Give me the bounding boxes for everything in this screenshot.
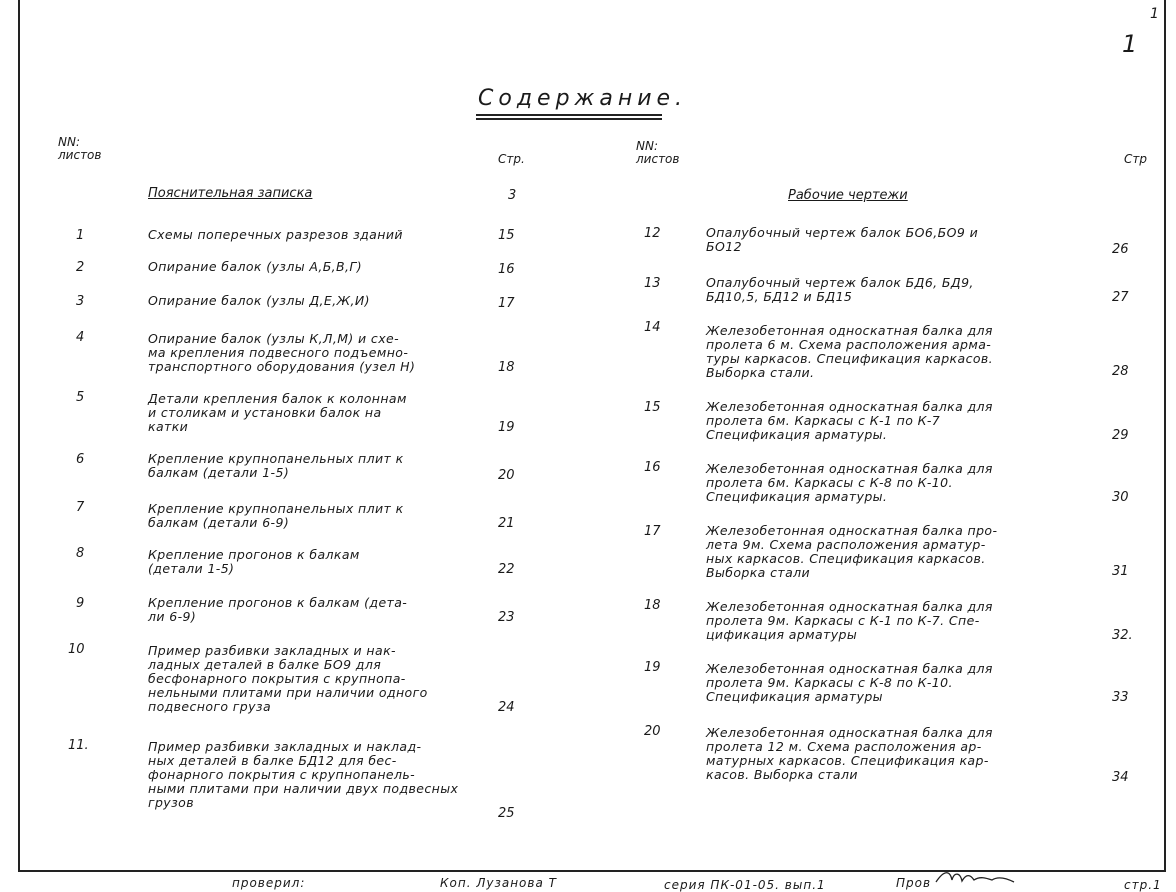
left-row-text: Опирание балок (узлы К,Л,М) и схе- ма крепления подвесного подъемно- транспортного оборудования (узел Н) bbox=[148, 331, 416, 374]
left-row-page: 18 bbox=[498, 360, 515, 375]
left-row-page: 19 bbox=[498, 420, 515, 435]
right-row-page: 33 bbox=[1112, 690, 1129, 705]
right-header-sheets: NN: листов bbox=[636, 139, 680, 166]
left-row-page: 17 bbox=[498, 296, 515, 311]
left-row-page: 24 bbox=[498, 700, 515, 715]
left-row-num: 7 bbox=[76, 500, 85, 515]
right-row-num: 20 bbox=[644, 724, 661, 739]
left-row-page: 22 bbox=[498, 562, 515, 577]
title-underline bbox=[476, 114, 662, 116]
right-row-num: 13 bbox=[644, 276, 661, 291]
left-row-page: 23 bbox=[498, 610, 515, 625]
left-row-num: 1 bbox=[76, 228, 85, 243]
right-section-title: Рабочие чертежи bbox=[788, 188, 908, 203]
left-row-text: Опирание балок (узлы Д,Е,Ж,И) bbox=[148, 293, 370, 308]
right-row-page: 30 bbox=[1112, 490, 1129, 505]
left-row-num: 6 bbox=[76, 452, 85, 467]
right-row-text: Железобетонная односкатная балка для пролета 9м. Каркасы с К-8 по К-10. Спецификация арматуры bbox=[706, 661, 993, 704]
right-row-page: 31 bbox=[1112, 564, 1129, 579]
left-row-num: 9 bbox=[76, 596, 85, 611]
right-row-text: Опалубочный чертеж балок БО6,БО9 и БО12 bbox=[706, 225, 979, 254]
right-row-page: 32. bbox=[1112, 628, 1133, 643]
left-row-num: 11. bbox=[68, 738, 89, 753]
left-row-page: 21 bbox=[498, 516, 515, 531]
left-row-text: Опирание балок (узлы А,Б,В,Г) bbox=[148, 259, 363, 274]
left-section-page: 3 bbox=[508, 188, 517, 203]
left-row-num: 3 bbox=[76, 294, 85, 309]
left-row-text: Крепление крупнопанельных плит к балкам (детали 1-5) bbox=[148, 451, 404, 480]
right-row-num: 19 bbox=[644, 660, 661, 675]
right-row-text: Железобетонная односкатная балка про- лета 9м. Схема расположения арматур- ных каркасов. Спецификация каркасов. Выборка стали bbox=[706, 523, 998, 580]
footer-page: стр.1 bbox=[1124, 878, 1162, 892]
page-number-small: 1 bbox=[1150, 6, 1159, 22]
right-row-page: 29 bbox=[1112, 428, 1129, 443]
right-row-page: 34 bbox=[1112, 770, 1129, 785]
left-row-page: 20 bbox=[498, 468, 515, 483]
right-row-page: 26 bbox=[1112, 242, 1129, 257]
right-row-text: Железобетонная односкатная балка для пролета 6м. Каркасы с К-8 по К-10. Спецификация арматуры. bbox=[706, 461, 993, 504]
left-row-page: 15 bbox=[498, 228, 515, 243]
left-row-text: Крепление крупнопанельных плит к балкам (детали 6-9) bbox=[148, 501, 404, 530]
left-section-title: Пояснительная записка bbox=[148, 186, 313, 201]
right-row-page: 28 bbox=[1112, 364, 1129, 379]
signature-icon bbox=[934, 868, 1018, 888]
left-row-num: 4 bbox=[76, 330, 85, 345]
footer-series: серия ПК-01-05. вып.1 bbox=[664, 878, 826, 892]
right-row-num: 12 bbox=[644, 226, 661, 241]
left-row-num: 5 bbox=[76, 390, 85, 405]
title-underline-2 bbox=[476, 118, 662, 120]
footer-name: Коп. Лузанова Т bbox=[440, 876, 557, 890]
footer-approved: Пров bbox=[896, 876, 932, 890]
left-row-text: Крепление прогонов к балкам (детали 1-5) bbox=[148, 547, 360, 576]
right-row-num: 17 bbox=[644, 524, 661, 539]
left-row-num: 2 bbox=[76, 260, 85, 275]
left-row-num: 8 bbox=[76, 546, 85, 561]
right-row-text: Железобетонная односкатная балка для пролета 9м. Каркасы с К-1 по К-7. Спе- цификация арматуры bbox=[706, 599, 993, 642]
left-row-text: Пример разбивки закладных и нак- ладных деталей в балке БО9 для бесфонарного покрытия с крупнопа- нельными плитами при наличии одного подвесного груза bbox=[148, 643, 428, 714]
left-row-text: Крепление прогонов к балкам (дета- ли 6-9) bbox=[148, 595, 408, 624]
right-row-num: 15 bbox=[644, 400, 661, 415]
left-header-sheets: NN: листов bbox=[58, 135, 102, 162]
right-row-num: 18 bbox=[644, 598, 661, 613]
page-number-large: 1 bbox=[1122, 30, 1138, 58]
left-row-text: Схемы поперечных разрезов зданий bbox=[148, 227, 403, 242]
right-row-page: 27 bbox=[1112, 290, 1129, 305]
right-header-page: Стр bbox=[1124, 152, 1147, 166]
left-row-text: Детали крепления балок к колоннам и столикам и установки балок на катки bbox=[148, 391, 407, 434]
left-header-page: Стр. bbox=[498, 152, 525, 166]
page-title: Содержание. bbox=[478, 86, 688, 111]
right-row-text: Железобетонная односкатная балка для пролета 12 м. Схема расположения ар- матурных каркасов. Спецификация кар- касов. Выборка стали bbox=[706, 725, 993, 782]
right-row-text: Опалубочный чертеж балок БД6, БД9, БД10,5, БД12 и БД15 bbox=[706, 275, 974, 304]
left-row-page: 16 bbox=[498, 262, 515, 277]
right-row-num: 16 bbox=[644, 460, 661, 475]
left-row-num: 10 bbox=[68, 642, 85, 657]
left-row-text: Пример разбивки закладных и наклад- ных деталей в балке БД12 для бес- фонарного покрытия с крупнопанель- ными плитами при наличии двух подвесных грузов bbox=[148, 739, 459, 810]
footer-checked-label: проверил: bbox=[232, 876, 306, 890]
left-row-page: 25 bbox=[498, 806, 515, 821]
right-row-num: 14 bbox=[644, 320, 661, 335]
right-row-text: Железобетонная односкатная балка для пролета 6м. Каркасы с К-1 по К-7 Спецификация арматуры. bbox=[706, 399, 993, 442]
right-row-text: Железобетонная односкатная балка для пролета 6 м. Схема расположения арма- туры каркасов. Спецификация каркасов. Выборка стали. bbox=[706, 323, 994, 380]
